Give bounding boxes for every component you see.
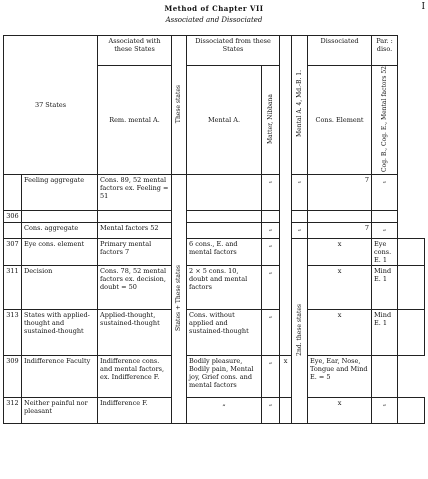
row-dissoc [187, 223, 262, 239]
table-row [4, 310, 425, 356]
col-assoc-group: Associated with these States [98, 36, 172, 66]
gap-column [280, 36, 292, 356]
row-par: „ [372, 223, 398, 239]
margin-marker: I [421, 2, 425, 12]
row-cons: 7 [308, 223, 372, 239]
row-par [398, 239, 425, 266]
table-row [4, 211, 425, 223]
row-assoc: Indifference cons. and mental factors, ex. Indifference F. [98, 356, 172, 398]
row-matter: „ [262, 175, 280, 211]
row-par [398, 398, 425, 424]
row-matter: „ [262, 398, 280, 424]
row-matter: „ [262, 239, 280, 266]
second-these-label: 2nd. these states [292, 239, 308, 424]
row-number: 311 [4, 266, 22, 310]
row-gap [280, 398, 292, 424]
row-cons [308, 211, 372, 223]
col-mental-a4: Mental A. 4, Md.-B. 1. [292, 36, 308, 175]
row-number: 309 [4, 356, 22, 398]
row-state [22, 211, 98, 223]
row-state: Eye cons. element [22, 239, 98, 266]
row-state: Feeling aggregate [22, 175, 98, 211]
col-assoc-sub: Rem. mental A. [98, 66, 172, 175]
row-dissoc: 6 cons., E. and mental factors [187, 239, 262, 266]
table-row [4, 223, 425, 239]
page-title: Method of Chapter VII [164, 4, 264, 13]
row-assoc: Indifference F. [98, 398, 172, 424]
row-assoc: Applied-thought, sustained-thought [98, 310, 172, 356]
row-number: 306 [4, 211, 22, 223]
row-assoc: Cons. 89, 52 mental factors ex. Feeling = 51 [98, 175, 172, 211]
row-cons: Eye cons. E. 1 [372, 239, 398, 266]
row-mental4: „ [292, 223, 308, 239]
row-mental4: x [308, 239, 372, 266]
row-cons: Mind E. 1 [372, 310, 398, 356]
table-row [4, 175, 425, 211]
row-state: Decision [22, 266, 98, 310]
row-cons: Eye, Ear, Nose, Tongue and Mind E. = 5 [308, 356, 372, 398]
table-row [4, 266, 425, 310]
row-cons: 7 [308, 175, 372, 211]
row-number [4, 175, 22, 211]
row-dissoc [187, 175, 262, 211]
row-dissoc [187, 211, 262, 223]
row-par: „ [372, 175, 398, 211]
row-par [398, 266, 425, 310]
row-number: 312 [4, 398, 22, 424]
row-par [372, 356, 398, 398]
table-row [4, 398, 425, 424]
col-par-group: Par. : diso. [372, 36, 398, 66]
col-dissoc-sub: Mental A. [187, 66, 262, 175]
states-plus-label: States + These states [172, 175, 187, 424]
row-assoc: Cons. 78, 52 mental factors ex. decision, doubt = 50 [98, 266, 172, 310]
row-mental4: x [308, 398, 372, 424]
row-matter: „ [262, 223, 280, 239]
col-matter-nibbana: Matter, Nibbana [262, 66, 280, 175]
col-these-states: These states [172, 36, 187, 175]
row-matter [262, 211, 280, 223]
row-dissoc: 2 × 5 cons. 10, doubt and mental factors [187, 266, 262, 310]
page-subtitle: Associated and Dissociated [165, 16, 263, 24]
row-matter: „ [262, 266, 280, 310]
table-row [4, 356, 425, 398]
row-mental4 [292, 211, 308, 223]
row-matter: „ [262, 356, 280, 398]
row-state: Cons. aggregate [22, 223, 98, 239]
col-dissociated: Dissociated [308, 36, 372, 66]
table-row [4, 239, 425, 266]
row-state: Indifference Faculty [22, 356, 98, 398]
col-states: 37 States [4, 36, 98, 175]
row-cons: „ [372, 398, 398, 424]
row-state: States with applied-thought and sustained-thought [22, 310, 98, 356]
col-cons-element: Cons. Element [308, 66, 372, 175]
row-matter: „ [262, 310, 280, 356]
row-par [398, 310, 425, 356]
row-assoc [98, 211, 172, 223]
row-assoc: Primary mental factors 7 [98, 239, 172, 266]
col-par-sub: Cog. B., Cog. E., Mental factors 52 [372, 66, 398, 175]
row-mental4: x [308, 266, 372, 310]
row-dissoc: Bodily pleasure, Bodily pain, Mental joy, Grief cons. and mental factors [187, 356, 262, 398]
row-dissoc: Cons. without applied and sustained-thought [187, 310, 262, 356]
row-mental4: „ [292, 175, 308, 211]
comparison-table [3, 35, 425, 424]
row-dissoc: „ [187, 398, 262, 424]
col-dissoc-group: Dissociated from these States [187, 36, 280, 66]
row-number: 313 [4, 310, 22, 356]
row-par [372, 211, 398, 223]
row-cons: Mind E. 1 [372, 266, 398, 310]
row-state: Neither painful nor pleasant [22, 398, 98, 424]
row-mental4: x [308, 310, 372, 356]
row-assoc: Mental factors 52 [98, 223, 172, 239]
row-number: 307 [4, 239, 22, 266]
row-mental4: x [280, 356, 292, 398]
row-number [4, 223, 22, 239]
